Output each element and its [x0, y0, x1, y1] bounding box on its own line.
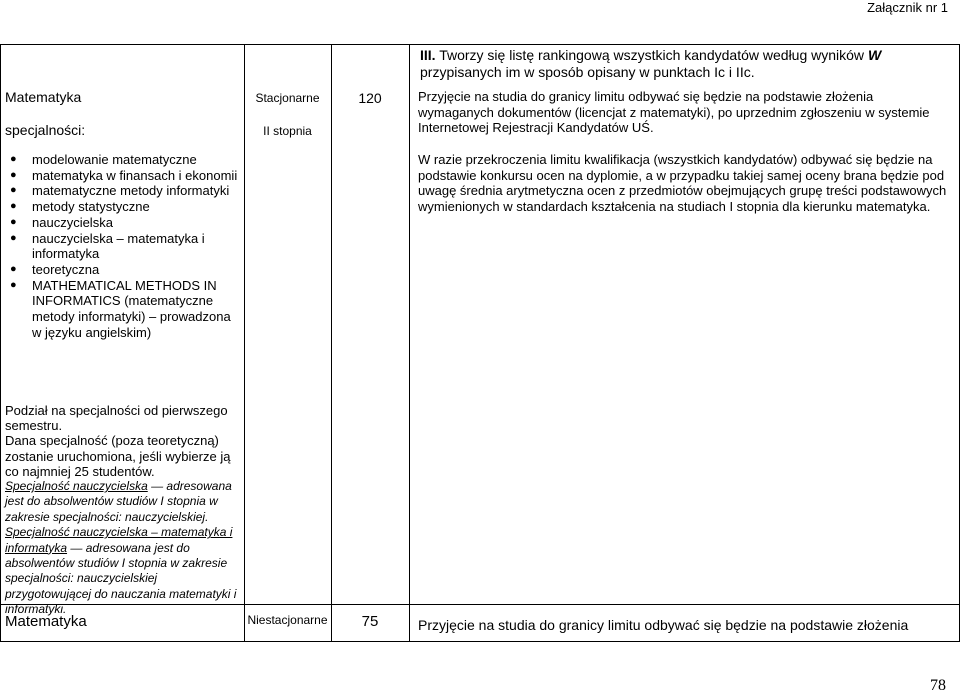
section-three-w: W [867, 47, 882, 63]
row1-tie-break-text: W razie przekroczenia limitu kwalifikacja (wszystkich kandydatów) odbywać się będzie na podstawie konkursu ocen na dyplomie, a w przypadku takiej samej oceny brana będzie pod uwagę średnia arytmetyczna ocen z przedmiotów obejmujących grupę treści podstawowych wymienionych w standardach kształcenia na studiach I stopnia dla kierunku matematyka. [418, 152, 947, 214]
page-number: 78 [930, 677, 946, 694]
list-item: ● matematyczne metody informatyki [10, 183, 230, 199]
row1-specializations-label: specjalności: [5, 122, 86, 138]
row1-admission-text: Przyjęcie na studia do granicy limitu odbywać się będzie na podstawie złożenia wymaganych dokumentów (licencjat z matematyki), po uprzednim zgłoszeniu w systemie Internetowej Rejestracji Kandydatów UŚ. [418, 89, 930, 135]
table-border-bottom [0, 641, 960, 642]
list-item: ● nauczycielska [10, 214, 113, 230]
specialization-notes [5, 403, 241, 618]
list-item: ● matematyka w finansach i ekonomii [10, 167, 238, 183]
section-three-number: III. [420, 47, 436, 63]
bullet-icon: ● [10, 262, 17, 275]
row1-subject: Matematyka [5, 89, 82, 105]
table-border-left [0, 44, 1, 641]
specializations-list [8, 152, 240, 340]
note-teaching-specialization-body: — adresowana jest do absolwentów studiów I stopnia w zakresie specjalności: nauczycielskiej. [5, 479, 232, 524]
note-teaching-it-specialization-body: — adresowana jest do absolwentów studiów I stopnia w zakresie specjalności: nauczycielskiej przygotowującej do nauczania matematyki i informatyki. [5, 540, 237, 617]
list-item: ● modelowanie matematyczne [10, 152, 197, 167]
list-item: ● MATHEMATICAL METHODS IN INFORMATICS (matematyczne metody informatyki) – prowadzona w języku angielskim) [10, 277, 231, 340]
bullet-icon: ● [10, 278, 17, 291]
table-col-divider-3 [409, 44, 410, 641]
bullet-icon: ● [10, 184, 17, 197]
row1-limit: 120 [358, 90, 382, 106]
bullet-icon: ● [10, 215, 17, 228]
row2-subject: Matematyka [5, 613, 87, 630]
row1-study-level: II stopnia [263, 124, 312, 138]
section-three-text-a: Tworzy się listę rankingową wszystkich kandydatów według wyników [435, 47, 868, 63]
table-border-top [0, 44, 960, 45]
table-col-divider-2 [331, 44, 332, 641]
bullet-icon: ● [10, 200, 17, 213]
row1-study-mode: Stacjonarne [255, 91, 320, 105]
list-item: ● nauczycielska – matematyka i informatyka [10, 230, 205, 262]
row2-limit: 75 [361, 613, 379, 630]
row2-study-mode: Niestacjonarne [247, 613, 328, 627]
note-teaching-it-specialization [5, 525, 241, 617]
list-item: ● metody statystyczne [10, 199, 150, 215]
bullet-icon: ● [10, 153, 17, 165]
bullet-icon: ● [10, 231, 17, 244]
section-three-text-b: przypisanych im w sposób opisany w punktach Ic i IIc. [420, 63, 755, 80]
row2-admission-text: Przyjęcie na studia do granicy limitu odbywać się będzie na podstawie złożenia [418, 617, 909, 633]
note-teaching-specialization-title: Specjalność nauczycielska [5, 479, 148, 494]
note-division: Podział na specjalności od pierwszego semestru. [5, 403, 228, 434]
annex-label: Załącznik nr 1 [867, 0, 948, 15]
bullet-icon: ● [10, 168, 17, 181]
section-three-text [420, 47, 948, 80]
note-teaching-specialization [5, 479, 241, 525]
note-minimum-students: Dana specjalność (poza teoretyczną) zostanie uruchomiona, jeśli wybierze ją co najmniej 25 studentów. [5, 433, 231, 479]
list-item: ● teoretyczna [10, 261, 100, 277]
note-teaching-it-specialization-title: Specjalność nauczycielska – matematyka i informatyka [5, 525, 233, 555]
